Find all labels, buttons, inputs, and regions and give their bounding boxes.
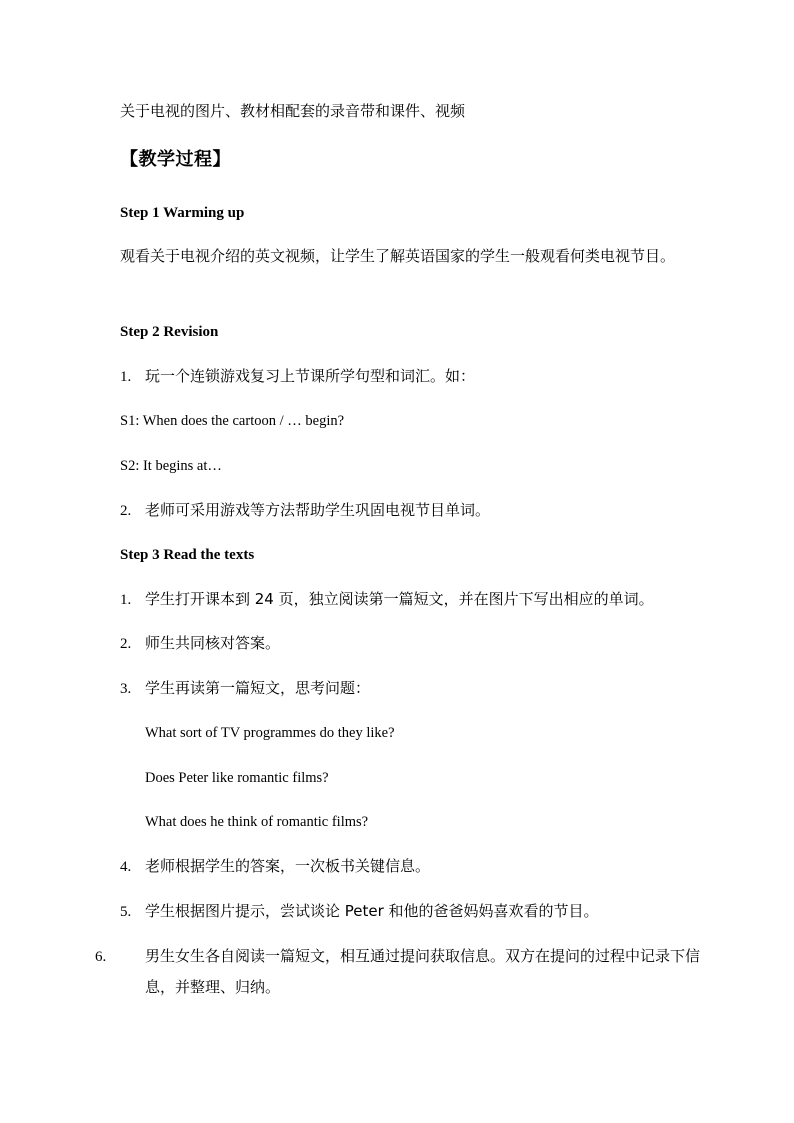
list-item-text: 学生打开课本到 24 页，独立阅读第一篇短文，并在图片下写出相应的单词。	[145, 590, 654, 608]
list-number: 5.	[120, 904, 132, 920]
list-item-text: 老师根据学生的答案，一次板书关键信息。	[145, 857, 431, 875]
dialogue-line-s1: S1: When does the cartoon / … begin?	[120, 413, 345, 429]
list-number: 1.	[120, 369, 132, 385]
step3-item-3	[120, 678, 370, 699]
step2-item-2	[120, 500, 490, 521]
step1-title: Step 1 Warming up	[120, 205, 245, 221]
section-title: 【教学过程】	[120, 149, 231, 170]
question-1: What sort of TV programmes do they like?	[145, 725, 395, 741]
step3-item-6	[95, 941, 705, 1002]
step3-item-5	[120, 901, 599, 922]
list-number: 6.	[95, 949, 107, 965]
step3-title: Step 3 Read the texts	[120, 547, 255, 563]
list-item-text: 师生共同核对答案。	[145, 634, 281, 652]
list-number: 1.	[120, 592, 132, 608]
materials-line: 关于电视的图片、教材相配套的录音带和课件、视频	[120, 102, 466, 120]
question-3: What does he think of romantic films?	[145, 814, 369, 830]
list-item-text: 老师可采用游戏等方法帮助学生巩固电视节目单词。	[145, 501, 491, 519]
list-number: 3.	[120, 681, 132, 697]
list-number: 2.	[120, 636, 132, 652]
question-2: Does Peter like romantic films?	[145, 770, 329, 786]
list-item-text: 男生女生各自阅读一篇短文，相互通过提问获取信息。双方在提问的过程中记录下信息，并整理、归纳。	[145, 947, 701, 996]
step3-item-4	[120, 856, 430, 877]
dialogue-line-s2: S2: It begins at…	[120, 458, 222, 474]
list-item-text: 学生根据图片提示，尝试谈论 Peter 和他的爸爸妈妈喜欢看的节目。	[145, 902, 599, 920]
step1-text: 观看关于电视介绍的英文视频，让学生了解英语国家的学生一般观看何类电视节目。	[120, 247, 676, 265]
list-item-text: 玩一个连锁游戏复习上节课所学句型和词汇。如：	[145, 367, 476, 385]
list-number: 2.	[120, 503, 132, 519]
list-number: 4.	[120, 859, 132, 875]
step3-item-2	[120, 633, 280, 654]
list-item-text: 学生再读第一篇短文，思考问题：	[145, 679, 371, 697]
step2-item-1	[120, 366, 475, 387]
step3-item-1	[120, 589, 654, 610]
step2-title: Step 2 Revision	[120, 324, 219, 340]
